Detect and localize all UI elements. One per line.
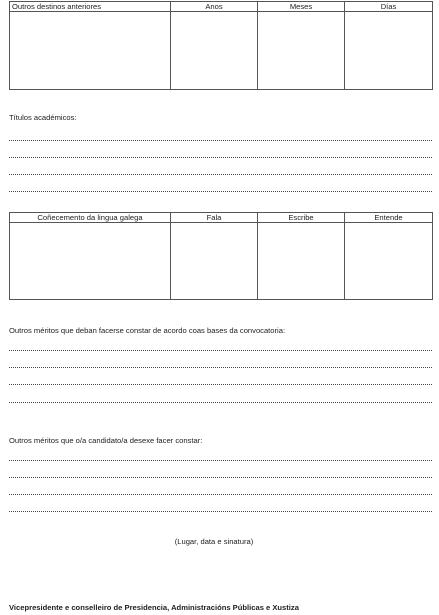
column-header-destinations: Outros destinos anteriores: [10, 2, 171, 12]
table-header-row: [10, 2, 433, 12]
months-cell[interactable]: [258, 12, 345, 90]
other-merits-call-line-2[interactable]: [9, 367, 432, 368]
other-merits-call-label: Outros méritos que deban facerse constar de acordo coas bases da convocatoria:: [9, 326, 286, 335]
table-row: [10, 12, 433, 90]
signature-placeholder: (Lugar, data e sinatura): [174, 537, 254, 546]
years-cell[interactable]: [171, 12, 258, 90]
other-merits-candidate-label: Outros méritos que o/a candidato/a desexe facer constar:: [9, 436, 203, 445]
column-header-writes: Escribe: [258, 213, 345, 223]
previous-destinations-table: [9, 1, 433, 90]
other-merits-call-line-1[interactable]: [9, 350, 432, 351]
column-header-months: Meses: [258, 2, 345, 12]
table-header-row: [10, 213, 433, 223]
destinations-cell[interactable]: [10, 12, 171, 90]
column-header-years: Anos: [171, 2, 258, 12]
other-merits-candidate-line-3[interactable]: [9, 494, 432, 495]
column-header-understands: Entende: [345, 213, 433, 223]
signatory-title: Vicepresidente e conselleiro de Presidencia, Administracións Públicas e Xustiza: [9, 603, 299, 612]
other-merits-call-line-4[interactable]: [9, 402, 432, 403]
other-merits-call-line-3[interactable]: [9, 384, 432, 385]
column-header-speaks: Fala: [171, 213, 258, 223]
academic-titles-line-4[interactable]: [9, 191, 432, 192]
column-header-galician-knowledge: Coñecemento da lingua galega: [10, 213, 171, 223]
column-header-days: Días: [345, 2, 433, 12]
academic-titles-label: Títulos académicos:: [9, 113, 77, 122]
speaks-cell[interactable]: [171, 223, 258, 300]
other-merits-candidate-line-4[interactable]: [9, 511, 432, 512]
other-merits-candidate-line-1[interactable]: [9, 460, 432, 461]
days-cell[interactable]: [345, 12, 433, 90]
table-row: [10, 223, 433, 300]
academic-titles-line-2[interactable]: [9, 157, 432, 158]
academic-titles-line-3[interactable]: [9, 174, 432, 175]
galician-knowledge-cell[interactable]: [10, 223, 171, 300]
galician-language-table: [9, 212, 433, 300]
other-merits-candidate-line-2[interactable]: [9, 477, 432, 478]
academic-titles-line-1[interactable]: [9, 140, 432, 141]
understands-cell[interactable]: [345, 223, 433, 300]
writes-cell[interactable]: [258, 223, 345, 300]
